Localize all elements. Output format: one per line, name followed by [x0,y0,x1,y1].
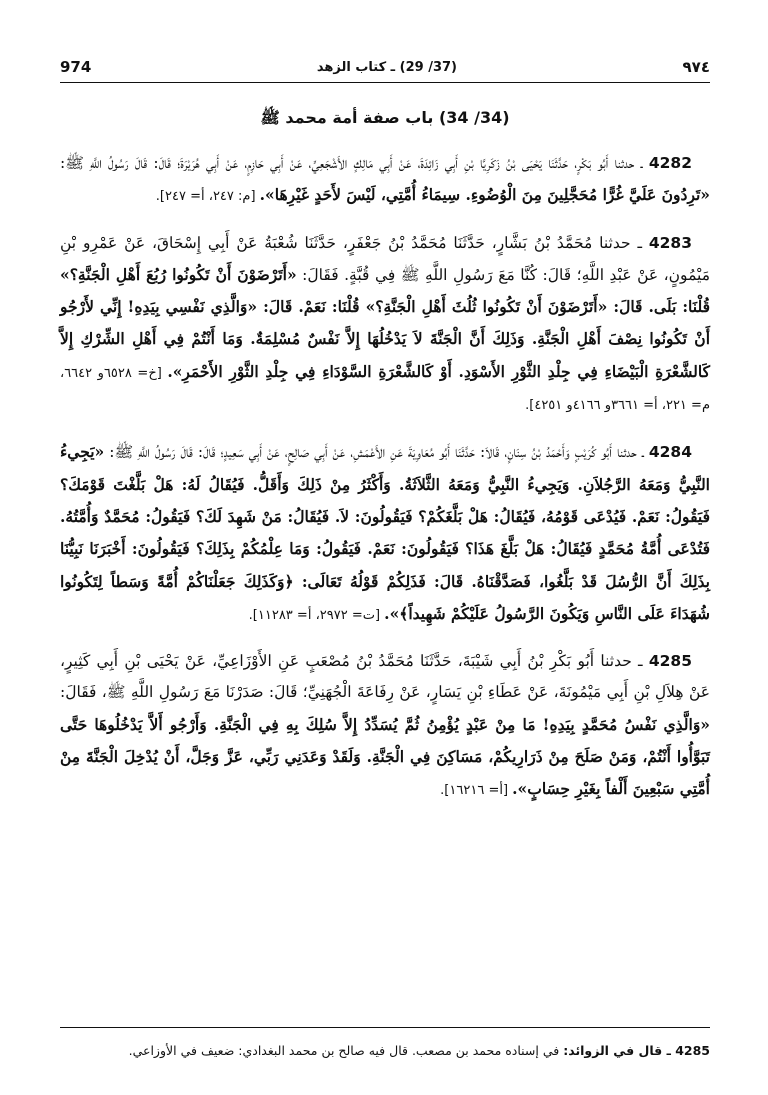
page-header [60,52,710,83]
hadith-reference: [م: ٢٤٧، أ= ٢٤٧]. [155,189,260,205]
running-title: (37/ 29) ـ كتاب الزهد [316,59,457,75]
page-number-latin: 974 [60,58,92,76]
hadith-isnad: ـ حدثنا أَبُو بَكْرِ بْنُ أَبِي شَيْبَةَ، حَدَّثَنَا مُحَمَّدُ بْنُ مُصْعَبٍ عَنِ الأَوْزَاعِيِّ، عَنْ يَحْيَى بْنِ أَبِي كَثِيرٍ، عَنْ هِلاَلِ بْنِ أَبِي مَيْمُونَةَ، عَنْ عَطَاءِ بْنِ يَسَارٍ، عَنْ رِفَاعَةَ الْجُهَنِيِّ؛ قَالَ: صَدَرْنَا مَعَ رَسُولِ اللَّهِ ﷺ، فَقَالَ: [60,652,710,702]
hadith-4284 [60,436,710,631]
hadith-number: 4283 [648,233,692,252]
footnote-label: 4285 ـ قال في الزوائد: [563,1043,710,1058]
hadith-number: 4285 [648,652,692,671]
hadith-4283 [60,228,710,422]
hadith-matn: «يَجِيءُ النَّبِيُّ وَمَعَهُ الرَّجُلاَنِ. وَيَجِيءُ النَّبِيُّ وَمَعَهُ الثَّلاَثَةُ. وَأَكْثَرُ مِنْ ذَلِكَ وَأَقَلُّ. فَيُقَالُ لَهُ: هَلْ بَلَّغْتَ قَوْمَكَ؟ فَيَقُولُ: نَعَمْ. فَيُدْعَى قَوْمُهُ، فَيُقَالُ: هَلْ بَلَّغَكُمْ؟ فَيَقُولُونَ: لاَ. فَيُقَالُ: مَنْ شَهِدَ لَكَ؟ فَيَقُولُ: مُحَمَّدٌ وَأُمَّتُهُ. فَتُدْعَى أُمَّةُ مُحَمَّدٍ فَيُقَالُ: هَلْ بَلَّغَ هَذَا؟ فَيَقُولُونَ: نَعَمْ. فَيَقُولُ: وَمَا عِلْمُكُمْ بِذَلِكَ؟ فَيَقُولُونَ: أَخْبَرَنَا نَبِيُّنَا بِذَلِكَ أَنَّ الرُّسُلَ قَدْ بَلَّغُوا، فَصَدَّقْنَاهُ. قَالَ: فَذَلِكُمْ قَوْلُهُ تَعَالَى: ﴿وَكَذَلِكَ جَعَلْنَاكُمْ أُمَّةً وَسَطاً لِتَكُونُوا شُهَدَاءَ عَلَى النَّاسِ وَيَكُونَ الرَّسُولُ عَلَيْكُمْ شَهِيداً﴾». [60,442,710,623]
hadith-list [60,148,710,822]
hadith-isnad: ـ حدثنا أَبُو كُرَيْبٍ وَأَحْمَدُ بْنُ سِنَانٍ، قَالاَ: حَدَّثَنَا أَبُو مُعَاوِيَةَ عَنِ الأَعْمَشِ، عَنْ أَبِي صَالِحٍ، عَنْ أَبِي سَعِيدٍ؛ قَالَ: قَالَ رَسُولُ اللَّهِ ﷺ: [104,443,649,462]
hadith-4285 [60,646,710,806]
page-number-arabic: ٩٧٤ [682,58,710,76]
footnote-text: في إسناده محمد بن مصعب. قال فيه صالح بن محمد البغدادي: ضعيف في الأوزاعي. [128,1043,564,1058]
chapter-title: (34/ 34) باب صفة أمة محمد ﷺ [260,108,510,127]
hadith-reference: [أ= ١٦٢١٦]. [440,783,513,799]
hadith-number: 4284 [648,443,692,462]
footnote [60,1038,710,1064]
hadith-matn: «تَرِدُونَ عَلَيَّ غُرًّا مُحَجَّلِينَ مِنَ الْوُضُوءِ. سِيمَاءُ أُمَّتِي، لَيْسَ لأَحَدٍ غَيْرِهَا». [259,185,710,205]
footnote-divider [60,1027,710,1028]
hadith-reference: [خ= ٦٥٢٨و ٦٦٤٢، م= ٢٢١، أ= ٣٦٦١و ٤١٦٦و ٤٢٥١]. [60,365,710,414]
hadith-isnad: ـ حدثنا أَبُو بَكْرٍ، حَدَّثَنَا يَحْيَى بْنُ زَكَرِيَّا بْنِ أَبِي زَائِدَةَ، عَنْ أَبِي مَالِكٍ الأَشْجَعِيِّ، عَنْ أَبِي حَازِمٍ، عَنْ أَبِي هُرَيْرَةَ؛ قَالَ: قَالَ رَسُولُ اللَّهِ ﷺ: [60,154,649,172]
hadith-matn: «وَالَّذِي نَفْسُ مُحَمَّدٍ بِيَدِهِ! مَا مِنْ عَبْدٍ يُؤْمِنُ ثُمَّ يُسَدِّدُ إِلاَّ سُلِكَ بِهِ فِي الْجَنَّةِ. وَأَرْجُو أَلاَّ يَدْخُلُوهَا حَتَّى تَبَوَّأُوا أَنْتُمْ، وَمَنْ صَلَحَ مِنْ ذَرَارِيكُمْ، مَسَاكِنَ فِي الْجَنَّةِ. وَلَقَدْ وَعَدَنِي رَبِّي، عَزَّ وَجَلَّ، أَنْ يُدْخِلَ الْجَنَّةَ مِنْ أُمَّتِي سَبْعِينَ أَلْفاً بِغَيْرِ حِسَابٍ». [60,714,710,799]
hadith-isnad: ـ حدثنا مُحَمَّدُ بْنُ بَشَّارٍ، حَدَّثَنَا مُحَمَّدُ بْنُ جَعْفَرٍ، حَدَّثَنَا شُعْبَةُ عَنْ أَبِي إِسْحَاقَ، عَنْ عَمْرِو بْنِ مَيْمُونٍ، عَنْ عَبْدِ اللَّهِ؛ قَالَ: كُنَّا مَعَ رَسُولِ اللَّهِ ﷺ فِي قُبَّةٍ. فَقَالَ: [60,233,711,284]
hadith-reference: [ت= ٢٩٧٢، أ= ١١٢٨٣]. [248,607,385,623]
hadith-4282 [60,148,710,213]
hadith-number: 4282 [648,154,692,172]
hadith-matn: «أَتَرْضَوْنَ أَنْ تَكُونُوا رُبُعَ أَهْلِ الْجَنَّةِ؟» قُلْنَا: بَلَى. قَالَ: «أَتَرْضَوْنَ أَنْ تَكُونُوا ثُلُثَ أَهْلِ الْجَنَّةِ؟» قُلْنَا: نَعَمْ. قَالَ: «وَالَّذِي نَفْسِي بِيَدِهِ! إِنِّي لأَرْجُو أَنْ تَكُونُوا نِصْفَ أَهْلِ الْجَنَّةِ. وَذَلِكَ أَنَّ الْجَنَّةَ لاَ يَدْخُلُهَا إِلاَّ نَفْسٌ مُسْلِمَةٌ. وَمَا أَنْتُمْ فِي أَهْلِ الشِّرْكِ إِلاَّ كَالشَّعْرَةِ الْبَيْضَاءِ فِي جِلْدِ الثَّوْرِ الأَسْوَدِ. أَوْ كَالشَّعْرَةِ السَّوْدَاءِ فِي جِلْدِ الثَّوْرِ الأَحْمَرِ». [60,264,710,381]
